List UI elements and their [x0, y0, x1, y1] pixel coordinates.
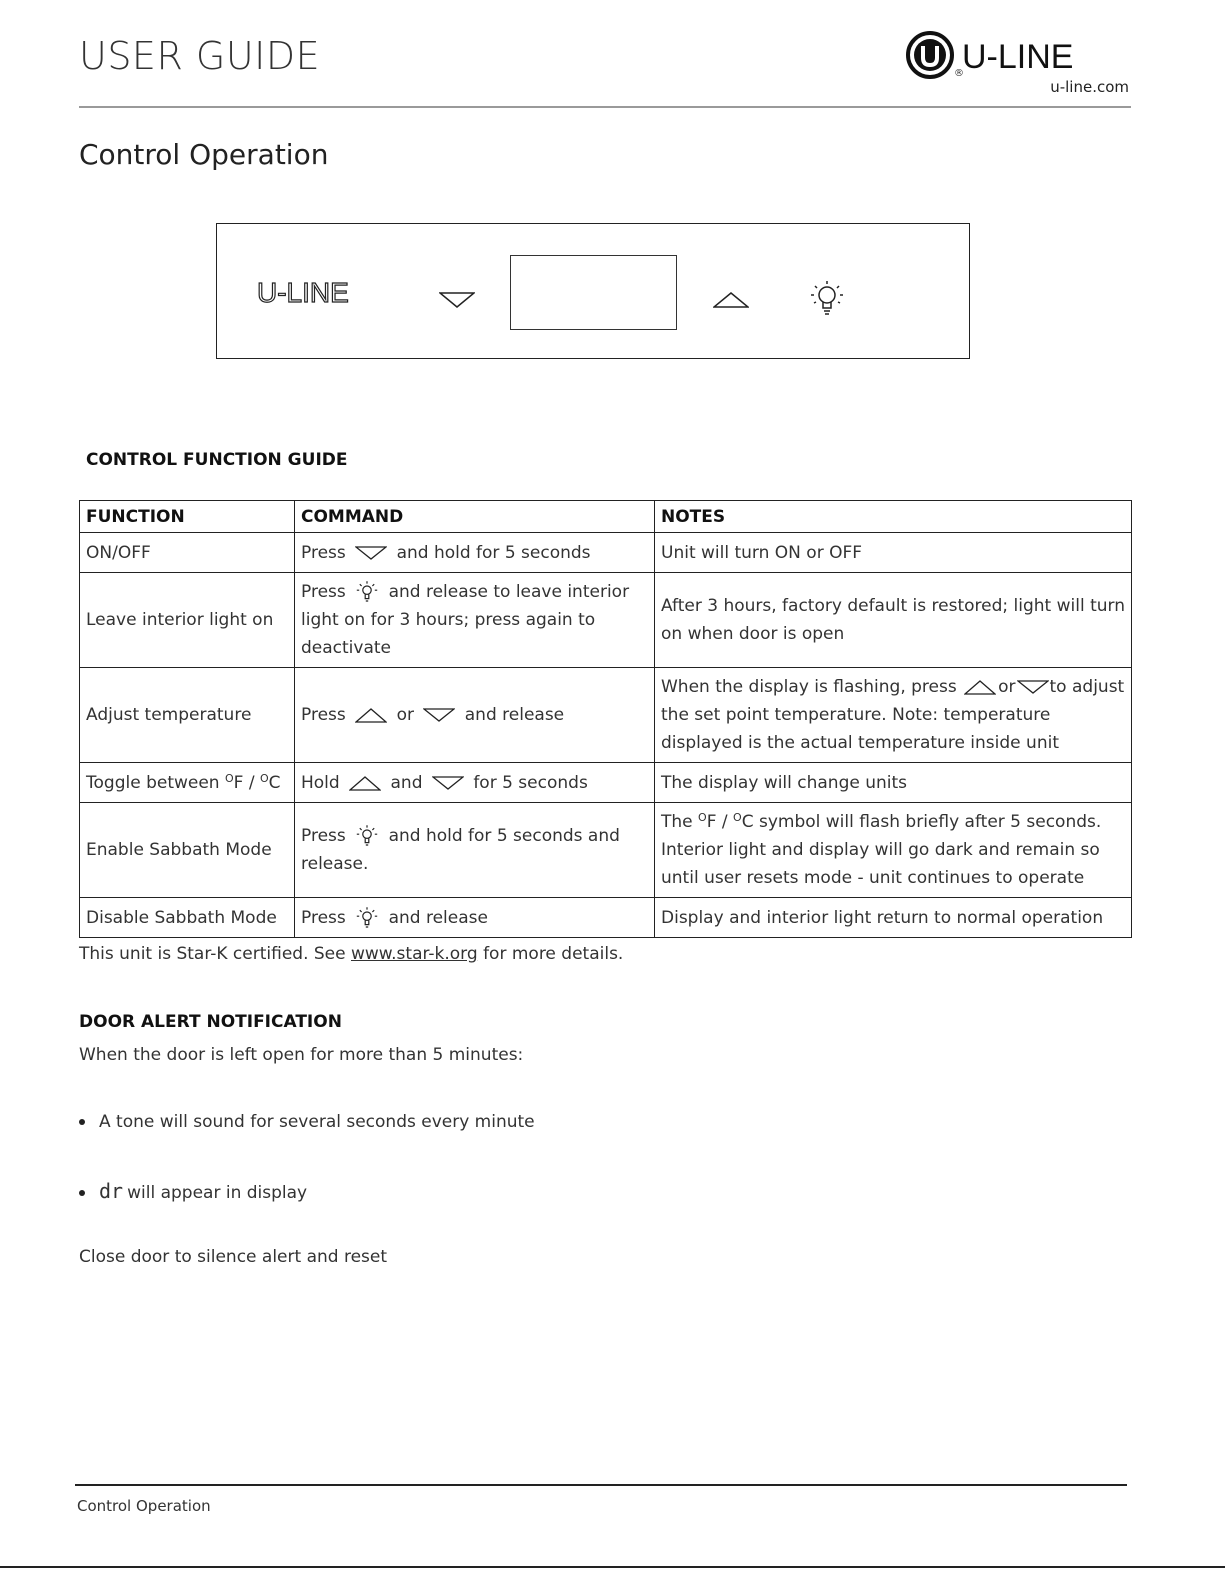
notes-text: When the display is flashing, press — [661, 677, 957, 697]
table-row — [80, 763, 1132, 803]
table-row — [80, 898, 1132, 938]
down-arrow-icon — [1017, 680, 1049, 694]
function-text: C — [268, 772, 281, 793]
command-text: Press — [301, 582, 346, 602]
brand-name: U-LINE — [962, 38, 1074, 76]
command-cell — [295, 573, 655, 668]
bullet-icon — [79, 1119, 85, 1125]
table-row — [80, 803, 1132, 898]
notes-text: C symbol will flash briefly after 5 seconds. Interior light and display will go dark and remain so until user resets mode - unit continues to operate — [661, 812, 1102, 888]
page-bottom-edge — [0, 1566, 1225, 1568]
control-panel-illustration — [216, 223, 970, 359]
registered-mark: ® — [954, 68, 964, 79]
command-cell — [295, 763, 655, 803]
column-header-notes: NOTES — [655, 501, 1132, 533]
panel-logo — [257, 280, 385, 306]
column-header-function: FUNCTION — [80, 501, 295, 533]
up-arrow-icon — [713, 291, 749, 309]
footer-divider — [75, 1484, 1127, 1486]
command-text: and — [390, 772, 423, 793]
up-arrow-icon — [349, 775, 381, 791]
notes-text: or — [998, 677, 1016, 697]
list-item-text: will appear in display — [127, 1183, 308, 1203]
command-text: and hold for 5 seconds — [396, 542, 591, 563]
notes-text: F / — [706, 812, 734, 832]
down-arrow-icon — [355, 546, 387, 560]
u-line-logo-icon — [906, 30, 1136, 82]
command-text: Press — [301, 705, 346, 725]
bullet-icon — [79, 1190, 85, 1196]
down-arrow-icon — [423, 708, 455, 722]
command-text: Hold — [301, 772, 340, 793]
up-arrow-icon — [355, 707, 387, 723]
command-cell — [295, 668, 655, 763]
door-alert-heading: DOOR ALERT NOTIFICATION — [79, 1012, 342, 1032]
door-alert-intro: When the door is left open for more than 5 minutes: — [79, 1045, 524, 1065]
section-title: Control Operation — [79, 138, 329, 171]
table-header-row — [80, 501, 1132, 533]
display-window — [510, 255, 677, 330]
command-text: for 5 seconds — [473, 772, 588, 793]
star-k-link[interactable]: www.star-k.org — [351, 944, 478, 964]
command-text: and hold for 5 seconds and release. — [301, 826, 620, 874]
degree-mark: O — [733, 811, 742, 824]
certification-note — [79, 944, 623, 964]
header-divider — [79, 106, 1131, 108]
list-item — [79, 1112, 535, 1132]
list-item-text: A tone will sound for several seconds every minute — [99, 1112, 535, 1132]
command-text: Press — [301, 826, 346, 846]
table-row — [80, 573, 1132, 668]
header-title: USER GUIDE — [79, 34, 321, 78]
notes-cell: Unit will turn ON or OFF — [655, 533, 1132, 573]
function-text: Toggle between — [86, 772, 220, 793]
table-row — [80, 533, 1132, 573]
certification-text: for more details. — [477, 944, 624, 964]
command-text: and release to leave interior light on for 3 hours; press again to deactivate — [301, 582, 630, 658]
column-header-command: COMMAND — [295, 501, 655, 533]
notes-cell — [655, 803, 1132, 898]
notes-text: to adjust the set point temperature. Note: temperature displayed is the actual temperature inside unit — [661, 677, 1125, 753]
door-alert-close: Close door to silence alert and reset — [79, 1247, 388, 1267]
degree-mark: O — [224, 771, 234, 785]
function-text: F / — [233, 772, 260, 793]
certification-text: This unit is Star-K certified. See — [79, 944, 351, 964]
function-cell: Adjust temperature — [80, 668, 295, 763]
command-cell — [295, 533, 655, 573]
light-bulb-icon — [807, 278, 847, 318]
notes-cell: Display and interior light return to normal operation — [655, 898, 1132, 938]
light-bulb-icon — [355, 906, 379, 930]
command-text: Press — [301, 907, 346, 928]
command-text: and release — [464, 705, 565, 725]
light-bulb-icon — [355, 824, 379, 848]
command-text: or — [396, 705, 414, 725]
degree-mark: O — [698, 811, 707, 824]
function-cell: Enable Sabbath Mode — [80, 803, 295, 898]
notes-cell: The display will change units — [655, 763, 1132, 803]
footer-text: Control Operation — [77, 1497, 211, 1515]
control-function-table — [79, 500, 1132, 938]
list-item — [79, 1179, 307, 1203]
down-arrow-icon — [432, 776, 464, 790]
function-cell: Disable Sabbath Mode — [80, 898, 295, 938]
command-text: and release — [388, 907, 488, 928]
light-bulb-icon — [355, 580, 379, 604]
command-cell — [295, 898, 655, 938]
function-cell — [80, 763, 295, 803]
function-cell: Leave interior light on — [80, 573, 295, 668]
down-arrow-icon — [439, 291, 475, 309]
notes-cell: After 3 hours, factory default is restored; light will turn on when door is open — [655, 573, 1132, 668]
degree-mark: O — [259, 771, 269, 785]
notes-cell — [655, 668, 1132, 763]
function-cell: ON/OFF — [80, 533, 295, 573]
command-cell — [295, 803, 655, 898]
command-text: Press — [301, 542, 346, 563]
guide-heading: CONTROL FUNCTION GUIDE — [86, 450, 348, 470]
brand-url[interactable]: u-line.com — [1050, 78, 1129, 96]
table-row — [80, 668, 1132, 763]
display-code: dr — [99, 1179, 124, 1203]
panel-logo-text: U-LINE — [257, 280, 349, 306]
up-arrow-icon — [964, 679, 996, 695]
notes-text: The — [661, 812, 699, 832]
